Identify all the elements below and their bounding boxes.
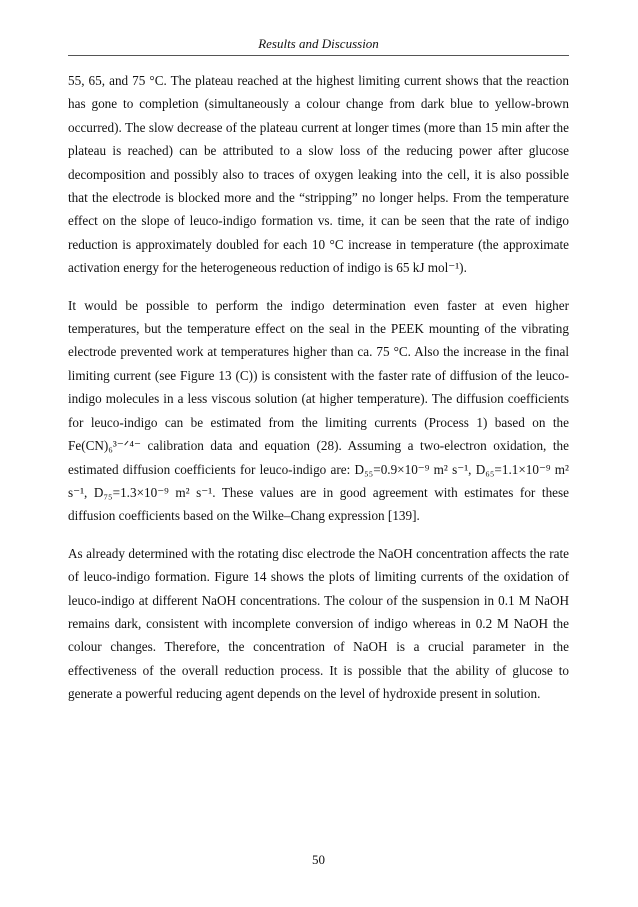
body-text [68, 69, 569, 720]
paragraph-naoh-concentration: As already determined with the rotating disc electrode the NaOH concentration affects the rate of leuco-indigo formation. Figure 14 shows the plots of limiting currents of the oxidation of leuco-indigo at different NaOH concentrations. The colour of the suspension in 0.1 M NaOH remains dark, consistent with incomplete conversion of indigo whereas in 0.2 M NaOH the colour changes. Therefore, the concentration of NaOH is a crucial parameter in the effectiveness of the overall reduction process. It is possible that the ability of glucose to generate a powerful reducing agent depends on the level of hydroxide present in solution. [68, 545, 569, 702]
page-number: 50 [312, 852, 325, 867]
header-rule [68, 55, 569, 56]
paragraph-diffusion-coefficients: It would be possible to perform the indigo determination even faster at even higher temperatures, but the temperature effect on the seal in the PEEK mounting of the vibrating electrode prevented work at temperatures higher than ca. 75 °C. Also the increase in the final limiting current (see Figure 13 (C)) is consistent with the faster rate of diffusion of the leuco-indigo molecules in a less viscous solution (at higher temperature). The diffusion coefficients for leuco-indigo can be estimated from the limiting currents (Process 1) based on the Fe(CN)₆³⁻ᐟ⁴⁻ calibration data and equation (28). Assuming a two-electron oxidation, the estimated diffusion coefficients for leuco-indigo are: D₅₅=0.9×10⁻⁹ m² s⁻¹, D₆₅=1.1×10⁻⁹ m² s⁻¹, D₇₅=1.3×10⁻⁹ m² s⁻¹. These values are in good agreement with estimates for these diffusion coefficients based on the Wilke–Chang expression [139]. [68, 297, 569, 524]
paragraph-temperature-effect: 55, 65, and 75 °C. The plateau reached at the highest limiting current shows that the reaction has gone to completion (simultaneously a colour change from dark blue to yellow-brown occurred). The slow decrease of the plateau current at longer times (more than 15 min after the plateau is reached) can be attributed to a slow loss of the reducing power after glucose decomposition and possibly also to traces of oxygen leaking into the cell, it is also possible that the electrode is blocked more and the “stripping” no longer helps. From the temperature effect on the slope of leuco-indigo formation vs. time, it can be seen that the rate of indigo reduction is approximately doubled for each 10 °C increase in temperature (the approximate activation energy for the heterogeneous reduction of indigo is 65 kJ mol⁻¹). [68, 73, 569, 276]
running-header: Results and Discussion [258, 36, 379, 51]
